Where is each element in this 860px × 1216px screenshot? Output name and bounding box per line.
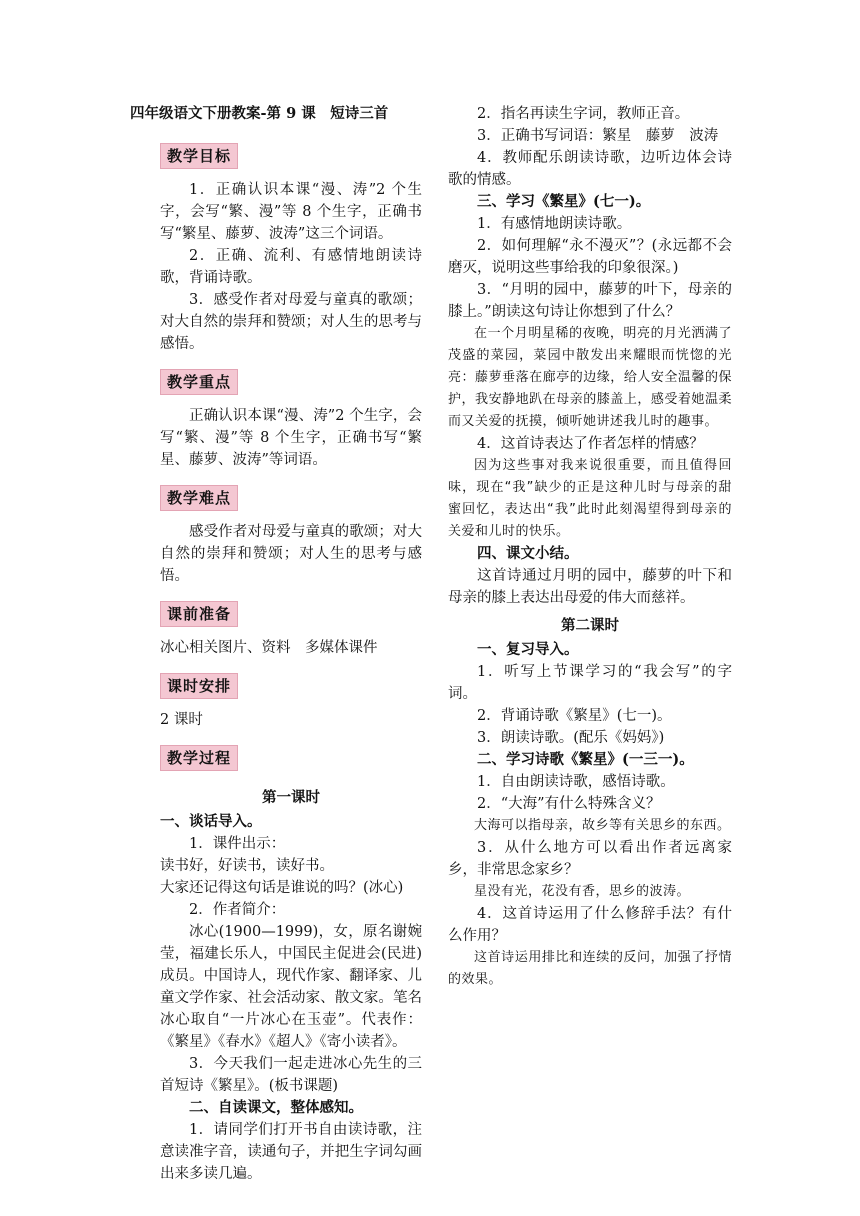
section-label-schedule: 课时安排 xyxy=(160,673,238,699)
key-text: 正确认识本课“漫、涛”2 个生字，会写“繁、漫”等 8 个生字，正确书写“繁星、藤萝、波涛”等词语。 xyxy=(160,408,422,468)
paragraph: 1．有感情地朗读诗歌。 xyxy=(477,216,632,232)
paragraph: 2．作者简介： xyxy=(189,902,286,918)
paragraph: 3．朗读诗歌。(配乐《妈妈》) xyxy=(477,730,665,746)
section-label-process: 教学过程 xyxy=(160,745,238,771)
paragraph: 1．听写上节课学习的“我会写”的字词。 xyxy=(448,664,732,702)
lesson1-heading: 第一课时 xyxy=(262,789,320,806)
difficulty-text: 感受作者对母爱与童真的歌颂；对大自然的崇拜和赞颂；对人生的思考与感悟。 xyxy=(160,524,422,584)
paragraph: 3．从什么地方可以看出作者远离家乡，非常思念家乡？ xyxy=(448,840,732,878)
paragraph: 这首诗通过月明的园中，藤萝的叶下和母亲的膝上表达出母爱的伟大而慈祥。 xyxy=(448,568,732,606)
document-title: 四年级语文下册教案-第 9 课 短诗三首 xyxy=(130,105,389,122)
goal-item: 2．正确、流利、有感情地朗读诗歌，背诵诗歌。 xyxy=(160,248,422,286)
paragraph: 读书好，好读书，读好书。 xyxy=(160,858,334,874)
paragraph: 4．教师配乐朗读诗歌，边听边体会诗歌的情感。 xyxy=(448,150,732,188)
paragraph: 2．如何理解“永不漫灭”？(永远都不会磨灭，说明这些事给我的印象很深。) xyxy=(448,238,732,276)
paragraph: 3．今天我们一起走进冰心先生的三首短诗《繁星》。(板书课题) xyxy=(160,1056,422,1094)
paragraph: 1．请同学们打开书自由读诗歌，注意读准字音，读通句子，并把生字词勾画出来多读几遍。 xyxy=(160,1122,422,1182)
section-label-goal: 教学目标 xyxy=(160,143,238,169)
lesson2-section-heading: 二、学习诗歌《繁星》(一三一)。 xyxy=(477,751,694,768)
paragraph: 3．“月明的园中，藤萝的叶下，母亲的膝上。”朗读这句诗让你想到了什么？ xyxy=(448,282,732,320)
goal-item: 3．感受作者对母爱与童真的歌颂；对大自然的崇拜和赞颂；对人生的思考与感悟。 xyxy=(160,292,422,352)
left-column xyxy=(130,103,422,1185)
schedule-text: 2 课时 xyxy=(160,712,203,728)
lesson2-section-heading: 一、复习导入。 xyxy=(477,641,579,658)
author-bio: 冰心(1900—1999)，女，原名谢婉莹，福建长乐人，中国民主促进会(民进)成员。中国诗人，现代作家、翻译家、儿童文学作家、社会活动家、散文家。笔名冰心取自“一片冰心在玉壶”。代表作：《繁星》《春水》《超人》《寄小读者》。 xyxy=(160,924,422,1050)
lesson1-section-heading: 一、谈话导入。 xyxy=(160,813,262,830)
paragraph: 2．指名再读生字词，教师正音。 xyxy=(477,106,690,122)
section-label-key: 教学重点 xyxy=(160,369,238,395)
answer-text: 星没有光，花没有香，思乡的波涛。 xyxy=(474,884,691,899)
paragraph: 4．这首诗运用了什么修辞手法？有什么作用？ xyxy=(448,906,732,944)
answer-text: 这首诗运用排比和连续的反问，加强了抒情的效果。 xyxy=(448,950,732,987)
answer-text: 因为这些事对我来说很重要，而且值得回味，现在“我”缺少的正是这种儿时与母亲的甜蜜回忆，表达出“我”此时此刻渴望得到母亲的关爱和儿时的快乐。 xyxy=(448,458,732,539)
paragraph: 2．背诵诗歌《繁星》(七一)。 xyxy=(477,708,672,724)
paragraph: 大家还记得这句话是谁说的吗？(冰心) xyxy=(160,880,404,896)
section-label-prep: 课前准备 xyxy=(160,601,238,627)
paragraph: 3．正确书写词语：繁星 藤萝 波涛 xyxy=(477,128,719,144)
lesson2-heading: 第二课时 xyxy=(561,617,619,634)
prep-text: 冰心相关图片、资料 多媒体课件 xyxy=(160,640,378,656)
paragraph: 2．“大海”有什么特殊含义？ xyxy=(477,796,661,812)
section-label-difficulty: 教学难点 xyxy=(160,485,238,511)
paragraph: 4．这首诗表达了作者怎样的情感？ xyxy=(477,436,704,452)
goal-item: 1．正确认识本课“漫、涛”2 个生字，会写“繁、漫”等 8 个生字，正确书写“繁星、藤萝、波涛”这三个词语。 xyxy=(160,182,422,242)
paragraph: 1．自由朗读诗歌，感悟诗歌。 xyxy=(477,774,675,790)
answer-text: 在一个月明星稀的夜晚，明亮的月光洒满了茂盛的菜园，菜园中散发出来耀眼而恍惚的光亮：藤萝垂落在廊亭的边缘，给人安全温馨的保护，我安静地趴在母亲的膝盖上，感受着她温柔而又关爱的抚摸，倾听她讲述我儿时的趣事。 xyxy=(448,326,732,429)
lesson1-section-heading: 二、自读课文，整体感知。 xyxy=(189,1099,363,1116)
lesson1-section-heading: 四、课文小结。 xyxy=(477,545,579,562)
paragraph: 1．课件出示： xyxy=(189,836,286,852)
right-column xyxy=(448,103,732,991)
lesson1-section-heading: 三、学习《繁星》(七一)。 xyxy=(477,193,651,210)
answer-text: 大海可以指母亲，故乡等有关思乡的东西。 xyxy=(474,818,731,833)
